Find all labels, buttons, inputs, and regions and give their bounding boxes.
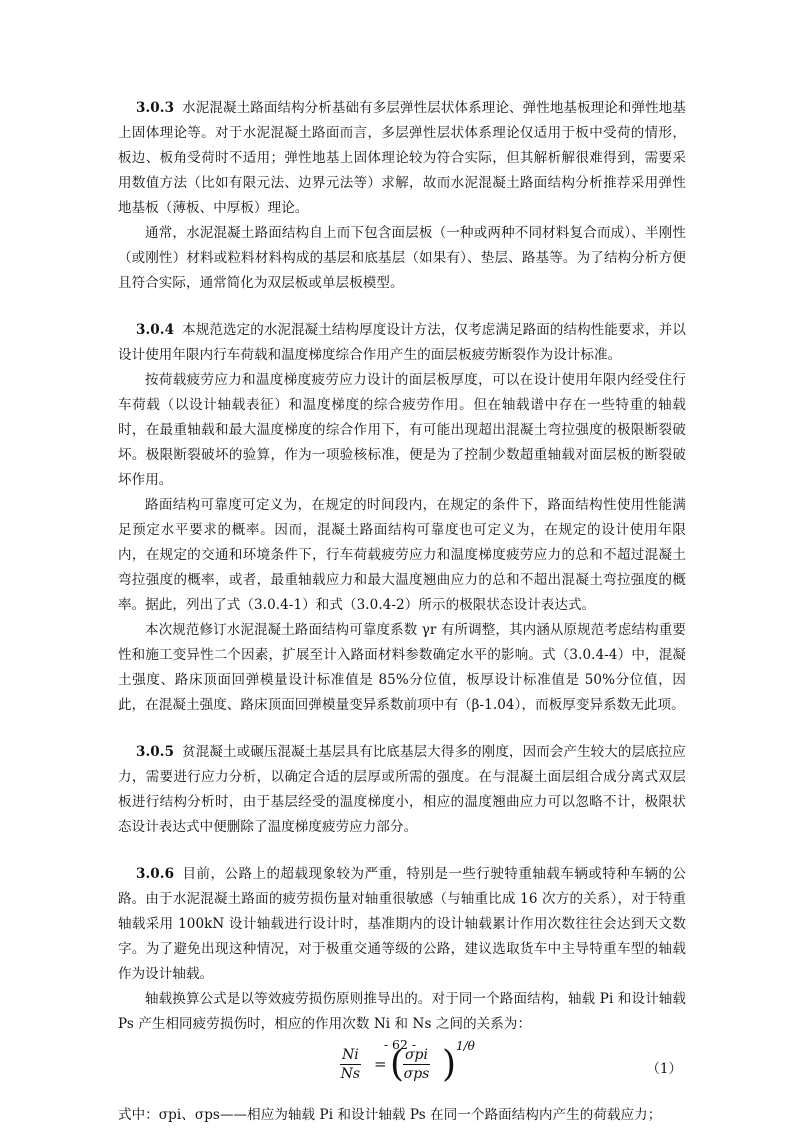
paragraph: 路面结构可靠度可定义为，在规定的时间段内，在规定的条件下，路面结构性使用性能满足预定水平要求的概率。因而，混凝土路面结构可靠度也可定义为，在规定的设计使用年限内，在规定的交通和环境条件下，行车荷载疲劳应力和温度梯度疲劳应力的总和不超过混凝土弯拉强度的概率，或者，最重轴载应力和最大温度翘曲应力的总和不超出混凝土弯拉强度的概率。据此，列出了式（3.0.4-1）和式（3.0.4-2）所示的极限状态设计表达式。 (118, 497, 686, 613)
formula-rhs-fraction (403, 1047, 430, 1082)
formula-lhs-denominator: Ns (340, 1066, 361, 1082)
paragraph: 轴载换算公式是以等效疲劳损伤原则推导出的。对于同一个路面结构，轴载 Pi 和设计轴载 Ps 产生相同疲劳损伤时，相应的作用次数 Ni 和 Ns 之间的关系为： (118, 991, 686, 1032)
formula-rhs-numerator: σpi (405, 1047, 428, 1063)
paragraph (118, 862, 686, 987)
paragraph (118, 96, 686, 221)
formula-number: （1） (646, 1061, 682, 1077)
section-number: 3.0.4 (136, 322, 175, 338)
formula-left-paren: ( (390, 1044, 405, 1085)
paragraph-text: 贫混凝土或碾压混凝土基层具有比底基层大得多的刚度，因而会产生较大的层底拉应力，需要进行应力分析，以确定合适的层厚或所需的强度。在与混凝土面层组合成分离式双层板进行结构分析时，由于基层经受的温度梯度小，相应的温度翘曲应力可以忽略不计，极限状态设计表达式中便删除了温度梯度疲劳应力部分。 (118, 744, 686, 835)
page-body (118, 96, 686, 1128)
section-3-0-3 (118, 96, 686, 296)
paragraph (118, 318, 686, 368)
section-number: 3.0.5 (136, 744, 175, 760)
section-number: 3.0.3 (136, 100, 175, 116)
formula-explanation: 式中：σpi、σps——相应为轴载 Pi 和设计轴载 Ps 在同一个路面结构内产生的荷载应力； (118, 1107, 662, 1123)
formula-exponent: 1/θ (456, 1039, 475, 1053)
paragraph: 按荷载疲劳应力和温度梯度疲劳应力设计的面层板厚度，可以在设计使用年限内经受住行车荷载（以设计轴载表征）和温度梯度的综合疲劳作用。但在轴载谱中存在一些特重的轴载时，在最重轴载和最大温度梯度的综合作用下，有可能出现超出混凝土弯拉强度的极限断裂破坏。极限断裂破坏的验算，作为一项验核标准，便是为了控制少数超重轴载对面层板的断裂破坏作用。 (118, 372, 686, 488)
paragraph-text: 本规范选定的水泥混凝土结构厚度设计方法，仅考虑满足路面的结构性能要求，并以设计使用年限内行车荷载和温度梯度综合作用产生的面层板疲劳断裂作为设计标准。 (118, 322, 686, 363)
paragraph: 通常，水泥混凝土路面结构自上而下包含面层板（一种或两种不同材料复合而成）、半刚性（或刚性）材料或粒料材料构成的基层和底基层（如果有）、垫层、路基等。为了结构分析方便且符合实际，通常简化为双层板或单层板模型。 (118, 225, 686, 291)
formula-equals: = (374, 1055, 387, 1073)
formula-lhs-fraction (340, 1047, 361, 1082)
paragraph (118, 740, 686, 840)
section-3-0-5 (118, 740, 686, 840)
page-number: - 62 - (383, 1037, 417, 1052)
paragraph-text: 目前，公路上的超载现象较为严重，特别是一些行驶特重轴载车辆或特种车辆的公路。由于水泥混凝土路面的疲劳损伤量对轴重很敏感（与轴重比成 16 次方的关系），对于特重轴载采用 100kN 设计轴载进行设计时，基准期内的设计轴载累计作用次数往往会达到天文数字。为了避免出现这种情况，对于极重交通等级的公路，建议选取货车中主导特重车型的轴载作为设计轴载。 (118, 866, 686, 982)
formula-lhs-numerator: Ni (342, 1047, 359, 1063)
section-3-0-4 (118, 318, 686, 718)
formula-rhs-denominator: σps (403, 1066, 430, 1082)
section-number: 3.0.6 (136, 866, 175, 882)
formula-right-paren: ) (442, 1044, 457, 1085)
section-3-0-6 (118, 862, 686, 1037)
paragraph-text: 水泥混凝土路面结构分析基础有多层弹性层状体系理论、弹性地基板理论和弹性地基上固体理论等。对于水泥混凝土路面而言，多层弹性层状体系理论仅适用于板中受荷的情形，板边、板角受荷时不适用；弹性地基上固体理论较为符合实际，但其解析解很难得到，需要采用数值方法（比如有限元法、边界元法等）求解，故而水泥混凝土路面结构分析推荐采用弹性地基板（薄板、中厚板）理论。 (118, 100, 686, 216)
paragraph: 本次规范修订水泥混凝土路面结构可靠度系数 γr 有所调整，其内涵从原规范考虑结构重要性和施工变异性二个因素，扩展至计入路面材料参数确定水平的影响。式（3.0.4-4）中，混凝土强度、路床顶面回弹模量设计标准值是 85%分位值，板厚设计标准值是 50%分位值，因此，在混凝土强度、路床顶面回弹模量变异系数前项中有（β-1.04），而板厚变异系数无此项。 (118, 622, 686, 713)
